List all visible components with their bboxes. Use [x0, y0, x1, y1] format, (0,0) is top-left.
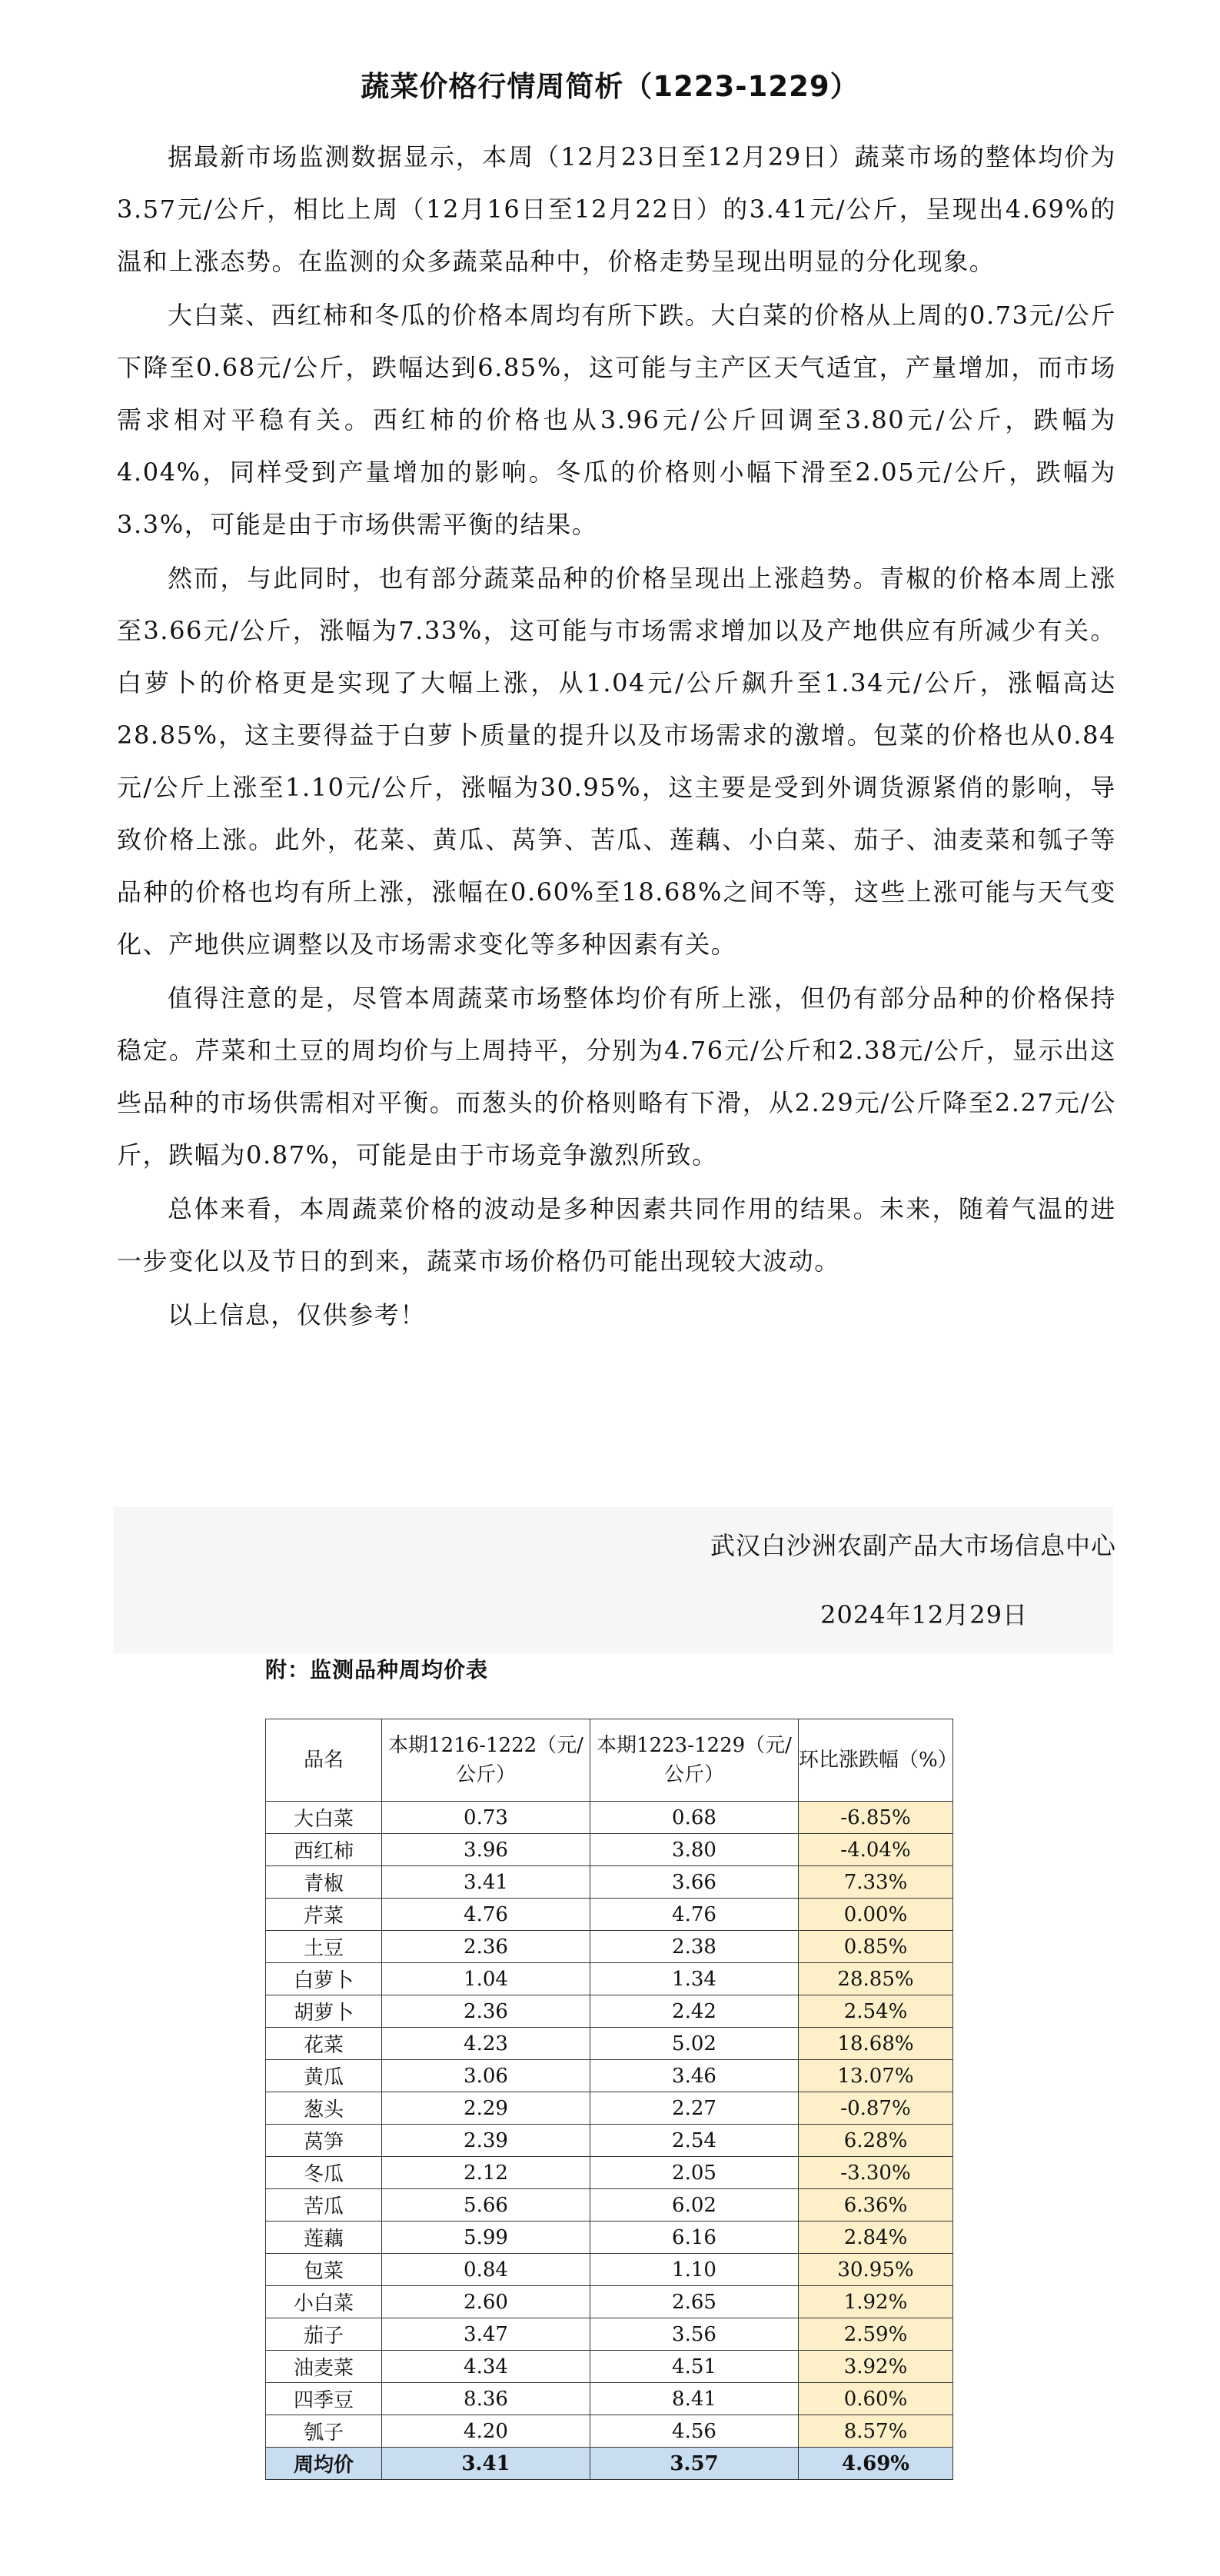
header-change: 环比涨跌幅（%） — [799, 1719, 953, 1802]
issuer-signature: 武汉白沙洲农副产品大市场信息中心 — [710, 1531, 1116, 1560]
cell-prev-price: 4.34 — [382, 2351, 590, 2383]
cell-prev-price: 2.60 — [382, 2286, 590, 2318]
cell-vegetable-name: 冬瓜 — [266, 2157, 382, 2189]
cell-change-percent: 1.92% — [799, 2286, 953, 2318]
cell-vegetable-name: 小白菜 — [266, 2286, 382, 2318]
cell-vegetable-name: 黄瓜 — [266, 2060, 382, 2092]
cell-prev-price: 3.96 — [382, 1834, 590, 1866]
report-body — [117, 131, 1116, 1343]
cell-current-price: 3.56 — [590, 2318, 799, 2351]
table-header-row — [266, 1719, 953, 1802]
cell-vegetable-name: 白萝卜 — [266, 1963, 382, 1995]
cell-vegetable-name: 土豆 — [266, 1931, 382, 1963]
cell-vegetable-name: 青椒 — [266, 1866, 382, 1899]
cell-current-price: 2.42 — [590, 1995, 799, 2028]
cell-prev-price: 2.12 — [382, 2157, 590, 2189]
paragraph-disclaimer: 以上信息，仅供参考！ — [168, 1300, 427, 1330]
cell-change-percent: -0.87% — [799, 2092, 953, 2125]
cell-current-price: 2.05 — [590, 2157, 799, 2189]
cell-current-price: 4.51 — [590, 2351, 799, 2383]
cell-vegetable-name: 瓠子 — [266, 2415, 382, 2448]
cell-change-percent: -4.04% — [799, 1834, 953, 1866]
cell-vegetable-name: 葱头 — [266, 2092, 382, 2125]
summary-label: 周均价 — [266, 2448, 382, 2480]
summary-row — [266, 2448, 953, 2480]
cell-vegetable-name: 四季豆 — [266, 2383, 382, 2415]
table-row — [266, 2125, 953, 2157]
cell-prev-price: 4.20 — [382, 2415, 590, 2448]
price-table-body — [266, 1802, 953, 2480]
cell-change-percent: 3.92% — [799, 2351, 953, 2383]
cell-change-percent: 2.54% — [799, 1995, 953, 2028]
summary-prev-price: 3.41 — [382, 2448, 590, 2480]
table-row — [266, 2415, 953, 2448]
cell-prev-price: 2.29 — [382, 2092, 590, 2125]
cell-current-price: 3.46 — [590, 2060, 799, 2092]
cell-change-percent: 18.68% — [799, 2028, 953, 2060]
table-row — [266, 2157, 953, 2189]
cell-prev-price: 4.76 — [382, 1899, 590, 1931]
table-row — [266, 1802, 953, 1834]
table-row — [266, 1866, 953, 1899]
table-row — [266, 1995, 953, 2028]
cell-current-price: 1.10 — [590, 2254, 799, 2286]
appendix-title: 附：监测品种周均价表 — [265, 1657, 489, 1682]
cell-prev-price: 1.04 — [382, 1963, 590, 1995]
cell-prev-price: 3.41 — [382, 1866, 590, 1899]
table-row — [266, 2222, 953, 2254]
cell-current-price: 2.27 — [590, 2092, 799, 2125]
table-row — [266, 2028, 953, 2060]
issue-date: 2024年12月29日 — [820, 1600, 1028, 1629]
cell-change-percent: 2.84% — [799, 2222, 953, 2254]
cell-change-percent: 30.95% — [799, 2254, 953, 2286]
cell-prev-price: 0.73 — [382, 1802, 590, 1834]
cell-change-percent: 0.85% — [799, 1931, 953, 1963]
cell-change-percent: 13.07% — [799, 2060, 953, 2092]
cell-vegetable-name: 苦瓜 — [266, 2189, 382, 2222]
cell-vegetable-name: 茄子 — [266, 2318, 382, 2351]
cell-prev-price: 8.36 — [382, 2383, 590, 2415]
cell-current-price: 6.16 — [590, 2222, 799, 2254]
paragraph-increase: 然而，与此同时，也有部分蔬菜品种的价格呈现出上涨趋势。青椒的价格本周上涨至3.66元/公斤，涨幅为7.33%，这可能与市场需求增加以及产地供应有所减少有关。白萝卜的价格更是实现了大幅上涨，从1.04元/公斤飙升至1.34元/公斤，涨幅高达28.85%，这主要得益于白萝卜质量的提升以及市场需求的激增。包菜的价格也从0.84元/公斤上涨至1.10元/公斤，涨幅为30.95%，这主要是受到外调货源紧俏的影响，导致价格上涨。此外，花菜、黄瓜、莴笋、苦瓜、莲藕、小白菜、茄子、油麦菜和瓠子等品种的价格也均有所上涨，涨幅在0.60%至18.68%之间不等，这些上涨可能与天气变化、产地供应调整以及市场需求变化等多种因素有关。 — [117, 564, 1116, 959]
cell-current-price: 0.68 — [590, 1802, 799, 1834]
cell-current-price: 2.65 — [590, 2286, 799, 2318]
cell-current-price: 2.38 — [590, 1931, 799, 1963]
cell-prev-price: 2.39 — [382, 2125, 590, 2157]
table-row — [266, 2318, 953, 2351]
summary-change-percent: 4.69% — [799, 2448, 953, 2480]
cell-current-price: 8.41 — [590, 2383, 799, 2415]
cell-vegetable-name: 大白菜 — [266, 1802, 382, 1834]
table-row — [266, 2092, 953, 2125]
cell-current-price: 3.80 — [590, 1834, 799, 1866]
cell-change-percent: 28.85% — [799, 1963, 953, 1995]
cell-change-percent: 0.00% — [799, 1899, 953, 1931]
header-name: 品名 — [266, 1719, 382, 1802]
table-row — [266, 2254, 953, 2286]
cell-change-percent: 0.60% — [799, 2383, 953, 2415]
price-table — [265, 1719, 958, 2480]
summary-current-price: 3.57 — [590, 2448, 799, 2480]
table-row — [266, 2351, 953, 2383]
cell-change-percent: 8.57% — [799, 2415, 953, 2448]
paragraph-outlook: 总体来看，本周蔬菜价格的波动是多种因素共同作用的结果。未来，随着气温的进一步变化以及节日的到来，蔬菜市场价格仍可能出现较大波动。 — [117, 1194, 1116, 1276]
cell-change-percent: 6.36% — [799, 2189, 953, 2222]
table-row — [266, 2060, 953, 2092]
cell-vegetable-name: 西红柿 — [266, 1834, 382, 1866]
cell-vegetable-name: 莲藕 — [266, 2222, 382, 2254]
cell-current-price: 6.02 — [590, 2189, 799, 2222]
cell-change-percent: 2.59% — [799, 2318, 953, 2351]
table-row — [266, 2189, 953, 2222]
table-row — [266, 1899, 953, 1931]
cell-prev-price: 0.84 — [382, 2254, 590, 2286]
paragraph-summary: 据最新市场监测数据显示，本周（12月23日至12月29日）蔬菜市场的整体均价为3.57元/公斤，相比上周（12月16日至12月22日）的3.41元/公斤，呈现出4.69%的温和上涨态势。在监测的众多蔬菜品种中，价格走势呈现出明显的分化现象。 — [117, 142, 1116, 276]
cell-change-percent: 7.33% — [799, 1866, 953, 1899]
cell-current-price: 5.02 — [590, 2028, 799, 2060]
paragraph-decline: 大白菜、西红柿和冬瓜的价格本周均有所下跌。大白菜的价格从上周的0.73元/公斤下降至0.68元/公斤，跌幅达到6.85%，这可能与主产区天气适宜，产量增加，而市场需求相对平稳有关。西红柿的价格也从3.96元/公斤回调至3.80元/公斤，跌幅为4.04%，同样受到产量增加的影响。冬瓜的价格则小幅下滑至2.05元/公斤，跌幅为3.3%，可能是由于市场供需平衡的结果。 — [117, 301, 1116, 539]
cell-vegetable-name: 芹菜 — [266, 1899, 382, 1931]
cell-vegetable-name: 莴笋 — [266, 2125, 382, 2157]
cell-current-price: 1.34 — [590, 1963, 799, 1995]
cell-vegetable-name: 花菜 — [266, 2028, 382, 2060]
cell-current-price: 3.66 — [590, 1866, 799, 1899]
cell-change-percent: -6.85% — [799, 1802, 953, 1834]
cell-prev-price: 5.66 — [382, 2189, 590, 2222]
cell-current-price: 4.76 — [590, 1899, 799, 1931]
cell-vegetable-name: 包菜 — [266, 2254, 382, 2286]
cell-prev-price: 4.23 — [382, 2028, 590, 2060]
table-row — [266, 1834, 953, 1866]
cell-change-percent: -3.30% — [799, 2157, 953, 2189]
cell-change-percent: 6.28% — [799, 2125, 953, 2157]
cell-current-price: 2.54 — [590, 2125, 799, 2157]
table-row — [266, 1963, 953, 1995]
cell-prev-price: 2.36 — [382, 1931, 590, 1963]
document-title: 蔬菜价格行情周简析（1223-1229） — [361, 70, 859, 103]
table-row — [266, 2286, 953, 2318]
header-this-week: 本期1223-1229（元/公斤） — [590, 1719, 799, 1802]
cell-prev-price: 2.36 — [382, 1995, 590, 2028]
cell-prev-price: 3.47 — [382, 2318, 590, 2351]
cell-prev-price: 5.99 — [382, 2222, 590, 2254]
table-row — [266, 1931, 953, 1963]
cell-prev-price: 3.06 — [382, 2060, 590, 2092]
header-prev-week: 本期1216-1222（元/公斤） — [382, 1719, 590, 1802]
cell-vegetable-name: 胡萝卜 — [266, 1995, 382, 2028]
table-row — [266, 2383, 953, 2415]
cell-current-price: 4.56 — [590, 2415, 799, 2448]
cell-vegetable-name: 油麦菜 — [266, 2351, 382, 2383]
paragraph-stable: 值得注意的是，尽管本周蔬菜市场整体均价有所上涨，但仍有部分品种的价格保持稳定。芹菜和土豆的周均价与上周持平，分别为4.76元/公斤和2.38元/公斤，显示出这些品种的市场供需相对平衡。而葱头的价格则略有下滑，从2.29元/公斤降至2.27元/公斤，跌幅为0.87%，可能是由于市场竞争激烈所致。 — [117, 983, 1116, 1170]
